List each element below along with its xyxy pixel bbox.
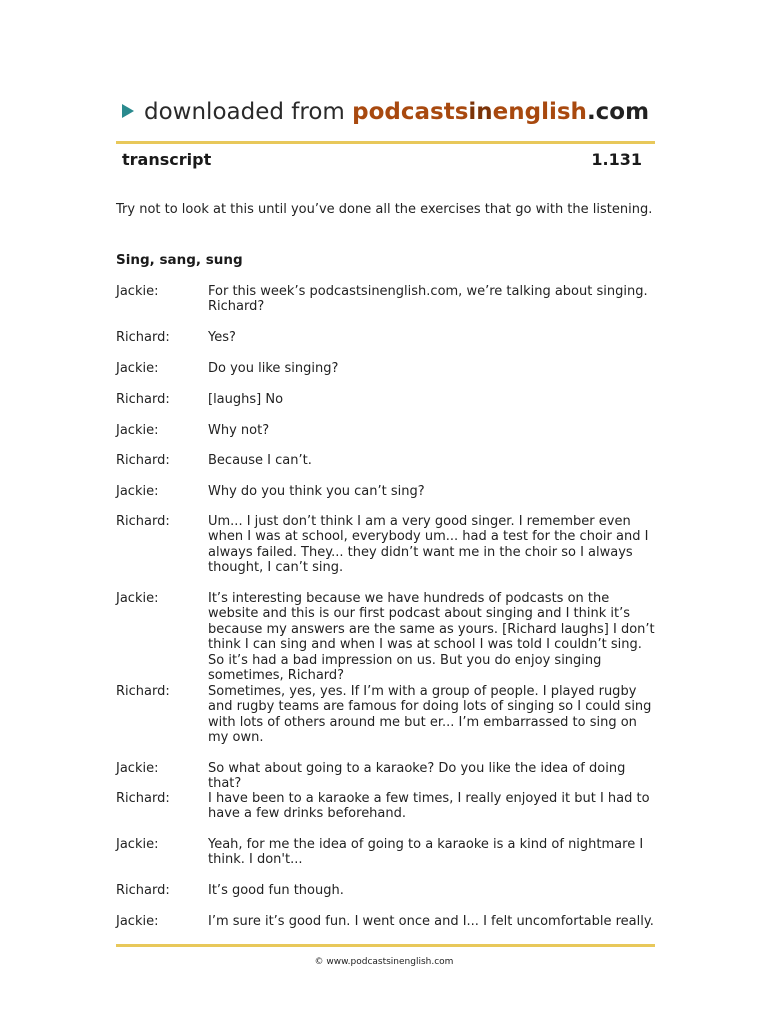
header-divider (116, 141, 655, 144)
section-number: 1.131 (591, 150, 642, 169)
footer-divider (116, 944, 655, 947)
brand-suffix: .com (586, 99, 650, 125)
dialogue-speaker: Jackie: (116, 591, 159, 606)
header-prefix: downloaded from (144, 99, 353, 125)
dialogue-speaker: Jackie: (116, 837, 159, 852)
dialogue-speaker: Richard: (116, 514, 170, 529)
brand-in: in (468, 99, 493, 125)
dialogue-line: Why do you think you can’t sing? (208, 484, 425, 499)
dialogue-speaker: Jackie: (116, 914, 159, 929)
dialogue-line: [laughs] No (208, 392, 284, 407)
dialogue-speaker: Richard: (116, 392, 170, 407)
dialogue-line: Do you like singing? (208, 361, 339, 376)
dialogue-line: Why not? (208, 423, 270, 438)
dialogue-line: Sometimes, yes, yes. If I’m with a group of people. I played rugby and rugby teams are famous for doing lots of singing so I could sing with lots of others around me but er... I’m embarrassed to sing on my own. (208, 684, 652, 746)
brand-podcasts: podcasts (352, 99, 469, 125)
dialogue-line: It’s interesting because we have hundreds of podcasts on the website and this is our first podcast about singing and I think it’s because my answers are the same as yours. [Richard laughs] I don’t think I can sing and when I was at school I was told I couldn’t sing. So it’s had a bad impression on us. But you do enjoy singing sometimes, Richard? (208, 591, 655, 684)
site-header (122, 96, 656, 128)
dialogue-speaker: Jackie: (116, 761, 159, 776)
dialogue-speaker: Jackie: (116, 284, 159, 299)
dialogue-speaker: Jackie: (116, 484, 159, 499)
play-arrow-icon (122, 104, 134, 118)
dialogue-line: Yes? (208, 330, 236, 345)
dialogue-speaker: Richard: (116, 684, 170, 699)
dialogue-line: For this week’s podcastsinenglish.com, we’re talking about singing. Richard? (208, 284, 648, 315)
footer-copyright: © www.podcastsinenglish.com (314, 957, 454, 967)
dialogue-line: I’m sure it’s good fun. I went once and I... I felt uncomfortable really. (208, 914, 654, 929)
dialogue-line: Um... I just don’t think I am a very good singer. I remember even when I was at school, everybody um... had a test for the choir and I always failed. They... they didn’t want me in the choir so I always thought, I can’t sing. (208, 514, 649, 576)
dialogue-speaker: Richard: (116, 453, 170, 468)
intro-text: Try not to look at this until you’ve done all the exercises that go with the listening. (116, 202, 653, 217)
dialogue-speaker: Jackie: (116, 361, 159, 376)
dialogue-speaker: Richard: (116, 791, 170, 806)
dialogue-speaker: Richard: (116, 883, 170, 898)
dialogue-speaker: Richard: (116, 330, 170, 345)
dialogue-line: Because I can’t. (208, 453, 312, 468)
section-label: transcript (122, 150, 212, 169)
section-bar (122, 150, 642, 170)
dialogue-speaker: Jackie: (116, 423, 159, 438)
dialogue-line: It’s good fun though. (208, 883, 344, 898)
transcript-title: Sing, sang, sung (116, 252, 243, 268)
dialogue-line: So what about going to a karaoke? Do you like the idea of doing that? (208, 761, 626, 792)
dialogue-line: Yeah, for me the idea of going to a karaoke is a kind of nightmare I think. I don't... (208, 837, 644, 868)
dialogue-line: I have been to a karaoke a few times, I really enjoyed it but I had to have a few drinks beforehand. (208, 791, 650, 822)
brand-english: english (492, 99, 587, 125)
